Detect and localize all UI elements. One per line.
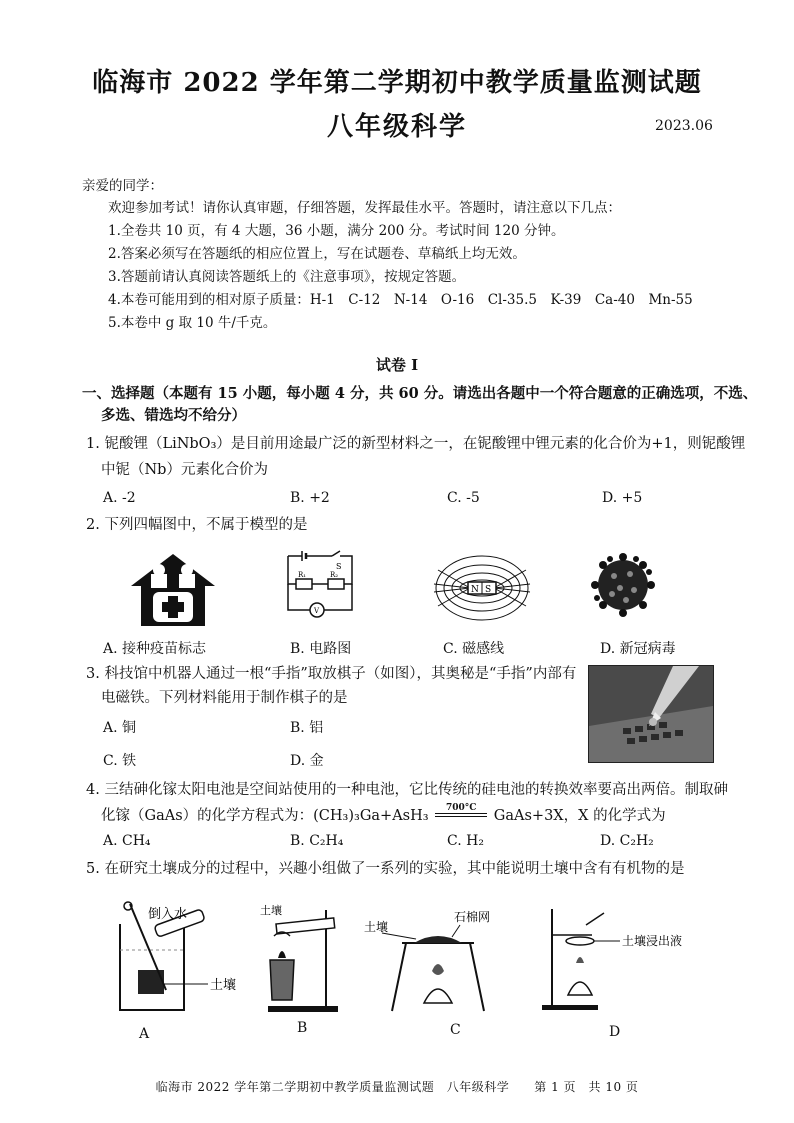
soil-label-c: 土壤: [364, 920, 389, 934]
q4-option-c: C. H₂: [447, 833, 484, 849]
circuit-diagram: [282, 548, 358, 624]
question-4-stem: 4. 三结砷化镓太阳电池是空间站使用的一种电池，它比传统的硅电池的转换效率要高出两倍。制取砷: [86, 782, 728, 798]
question-5-stem: 5. 在研究土壤成分的过程中，兴趣小组做了一系列的实验，其中能说明土壤中含有有机物的是: [86, 861, 685, 877]
q3-option-c: C. 铁: [103, 753, 137, 769]
question-1-stem-cont: 中铌（Nb）元素化合价为: [101, 462, 268, 478]
magnetic-field-diagram: [430, 548, 534, 628]
soil-label-b: 土壤: [260, 904, 282, 917]
instructions-intro: 欢迎参加考试！请你认真审题，仔细答题，发挥最佳水平。答题时，请注意以下几点：: [108, 200, 621, 216]
q3-option-b: B. 铝: [290, 720, 324, 736]
instruction-item: 3.答题前请认真阅读答题纸上的《注意事项》，按规定答题。: [108, 269, 466, 285]
q2-option-d: D. 新冠病毒: [600, 641, 676, 657]
section-heading: 一、选择题（本题有 15 小题，每小题 4 分，共 60 分。请选出各题中一个符合题意的正确选项，不选、: [82, 385, 758, 402]
q2-option-c: C. 磁感线: [443, 641, 505, 657]
voltmeter-label: V: [314, 607, 320, 615]
instruction-item: 2.答案必须写在答题纸的相应位置上，写在试题卷、草稿纸上均无效。: [108, 246, 526, 262]
page-subtitle: 八年级科学: [326, 112, 467, 142]
instruction-item: 1.全卷共 10 页，有 4 大题，36 小题，满分 200 分。考试时间 120 分钟。: [108, 223, 565, 239]
question-1-stem: 1. 铌酸锂（LiNbO₃）是目前用途最广泛的新型材料之一，在铌酸锂中锂元素的化合价为+1，则铌酸锂: [86, 436, 746, 452]
q5-caption-b: B: [297, 1020, 308, 1036]
experiment-b-heating-tube: [252, 900, 352, 1020]
question-3-stem: 3. 科技馆中机器人通过一根“手指”取放棋子（如图），其奥秘是“手指”内部有: [86, 666, 577, 682]
section-heading-cont: 多选、错选均不给分）: [101, 407, 246, 424]
equation-reactants: 化镓（GaAs）的化学方程式为：(CH₃)₃Ga+AsH₃: [101, 808, 429, 824]
resistor-2-label: R₂: [330, 571, 339, 579]
switch-label: S: [336, 562, 342, 571]
q3-option-a: A. 铜: [103, 720, 137, 736]
vaccine-sign-icon: [123, 550, 223, 630]
soil-label-a: 土壤: [210, 978, 237, 993]
section-title: 试卷 I: [375, 356, 419, 374]
q4-option-b: B. C₂H₄: [290, 833, 344, 849]
question-4-equation: [101, 803, 666, 826]
q1-option-d: D. +5: [602, 490, 643, 506]
experiment-c-gauze-heating: [362, 905, 512, 1025]
question-2-stem: 2. 下列四幅图中，不属于模型的是: [86, 517, 308, 533]
equation-products: GaAs+3X，X 的化学式为: [493, 808, 666, 824]
instruction-item: 4.本卷可能用到的相对原子质量：H-1 C-12 N-14 O-16 Cl-35.5 K-39 Ca-40 Mn-55: [108, 292, 693, 308]
page-footer: 临海市 2022 学年第二学期初中教学质量监测试题 八年级科学 第 1 页 共 10 页: [155, 1080, 639, 1094]
q1-option-c: C. -5: [447, 490, 480, 506]
instruction-item: 5.本卷中 g 取 10 牛/千克。: [108, 315, 277, 331]
question-3-stem-cont: 电磁铁。下列材料能用于制作棋子的是: [101, 690, 348, 706]
greeting: 亲爱的同学：: [82, 178, 163, 194]
resistor-1-label: R₁: [298, 571, 307, 579]
experiment-a-beaker: [100, 900, 250, 1020]
north-pole-label: N: [471, 585, 479, 595]
q2-option-b: B. 电路图: [290, 641, 352, 657]
reaction-condition: 700°C: [445, 803, 477, 813]
robot-finger-photo: [588, 665, 714, 763]
q4-option-a: A. CH₄: [103, 833, 151, 849]
exam-date: 2023.06: [655, 118, 713, 134]
experiment-d-evaporation: [538, 905, 698, 1017]
q1-option-b: B. +2: [290, 490, 330, 506]
virus-icon: [590, 552, 656, 618]
leachate-label: 土壤浸出液: [622, 934, 683, 948]
page-title: 临海市 2022 学年第二学期初中教学质量监测试题: [92, 68, 702, 98]
q5-caption-d: D: [609, 1024, 621, 1040]
south-pole-label: S: [485, 585, 492, 595]
q3-option-d: D. 金: [290, 753, 324, 769]
water-label: 倒入水: [148, 907, 188, 922]
reaction-arrow: [433, 803, 489, 824]
gauze-label: 石棉网: [454, 910, 491, 924]
q2-option-a: A. 接种疫苗标志: [103, 641, 207, 657]
q4-option-d: D. C₂H₂: [600, 833, 654, 849]
q5-caption-c: C: [450, 1022, 461, 1038]
q1-option-a: A. -2: [103, 490, 136, 506]
q5-caption-a: A: [139, 1026, 150, 1042]
